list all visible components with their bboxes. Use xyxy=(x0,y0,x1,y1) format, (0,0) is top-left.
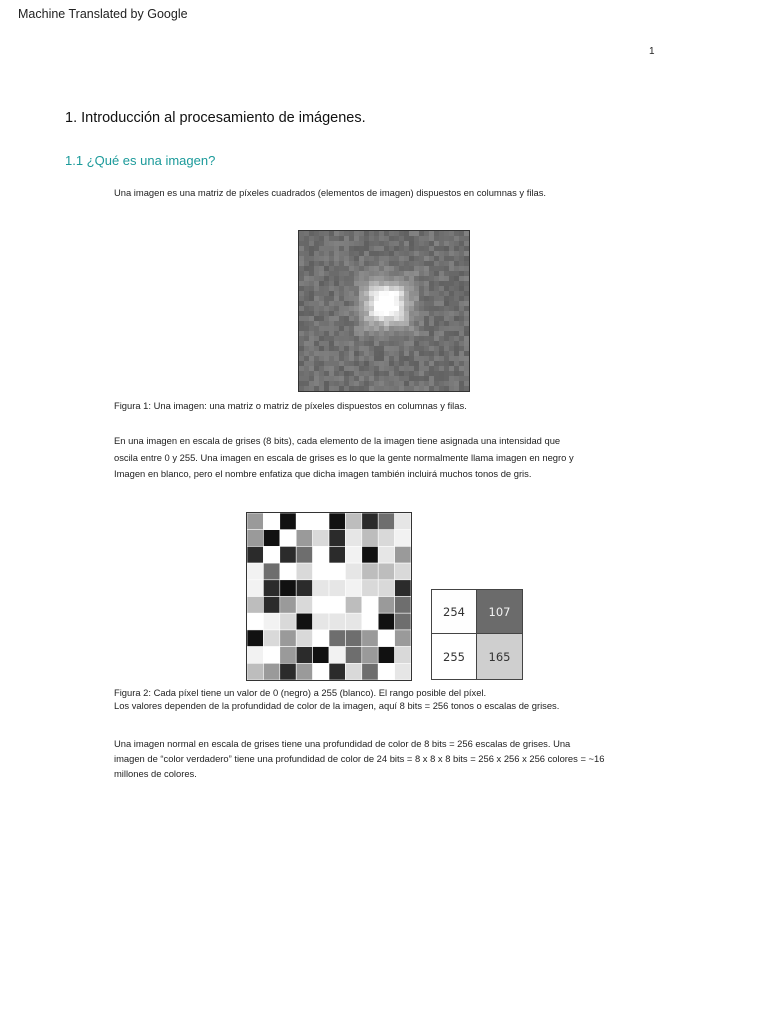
caption-line: Figura 2: Cada píxel tiene un valor de 0 (negro) a 255 (blanco). El rango posible del píxel. xyxy=(114,687,487,698)
paragraph-line: En una imagen en escala de grises (8 bits), cada elemento de la imagen tiene asignada una intensidad que xyxy=(114,435,561,446)
figure-2-caption xyxy=(114,687,559,712)
machine-translation-banner: Machine Translated by Google xyxy=(18,7,188,21)
color-depth-paragraph xyxy=(114,736,654,781)
pixel-value-cell: 107 xyxy=(477,590,522,634)
paragraph-line: Imagen en blanco, pero el nombre enfatiza que dicha imagen también incluirá muchos tonos de gris. xyxy=(114,468,532,479)
figure-2-pixel-values xyxy=(431,589,523,680)
caption-line: Los valores dependen de la profundidad de color de la imagen, aquí 8 bits = 256 tonos o escalas de grises. xyxy=(114,699,560,711)
figure-2-pixel-grid xyxy=(246,512,412,681)
section-heading: 1. Introducción al procesamiento de imágenes. xyxy=(65,110,366,126)
paragraph-line: oscila entre 0 y 255. Una imagen en escala de grises es lo que la gente normalmente llama imagen en negro y xyxy=(114,451,574,463)
paragraph-line: Una imagen normal en escala de grises tiene una profundidad de color de 8 bits = 256 escalas de grises. Una xyxy=(114,738,571,749)
pixel-value-cell: 165 xyxy=(477,634,522,679)
paragraph-line: imagen de “color verdadero” tiene una profundidad de color de 24 bits = 8 x 8 x 8 bits = 256 x 256 x 256 colores = ~16 xyxy=(114,753,605,764)
pixel-value-cell: 254 xyxy=(432,590,477,634)
figure-1-star-pixel-image xyxy=(298,230,470,392)
subsection-heading: 1.1 ¿Qué es una imagen? xyxy=(65,153,216,168)
grayscale-paragraph xyxy=(114,433,644,483)
figure-1-caption: Figura 1: Una imagen: una matriz o matriz de píxeles dispuestos en columnas y filas. xyxy=(114,400,467,411)
pixel-value-cell: 255 xyxy=(432,634,477,679)
intro-paragraph: Una imagen es una matriz de píxeles cuadrados (elementos de imagen) dispuestos en columnas y filas. xyxy=(114,187,547,198)
page-number: 1 xyxy=(649,46,655,57)
paragraph-line: millones de colores. xyxy=(114,768,197,779)
